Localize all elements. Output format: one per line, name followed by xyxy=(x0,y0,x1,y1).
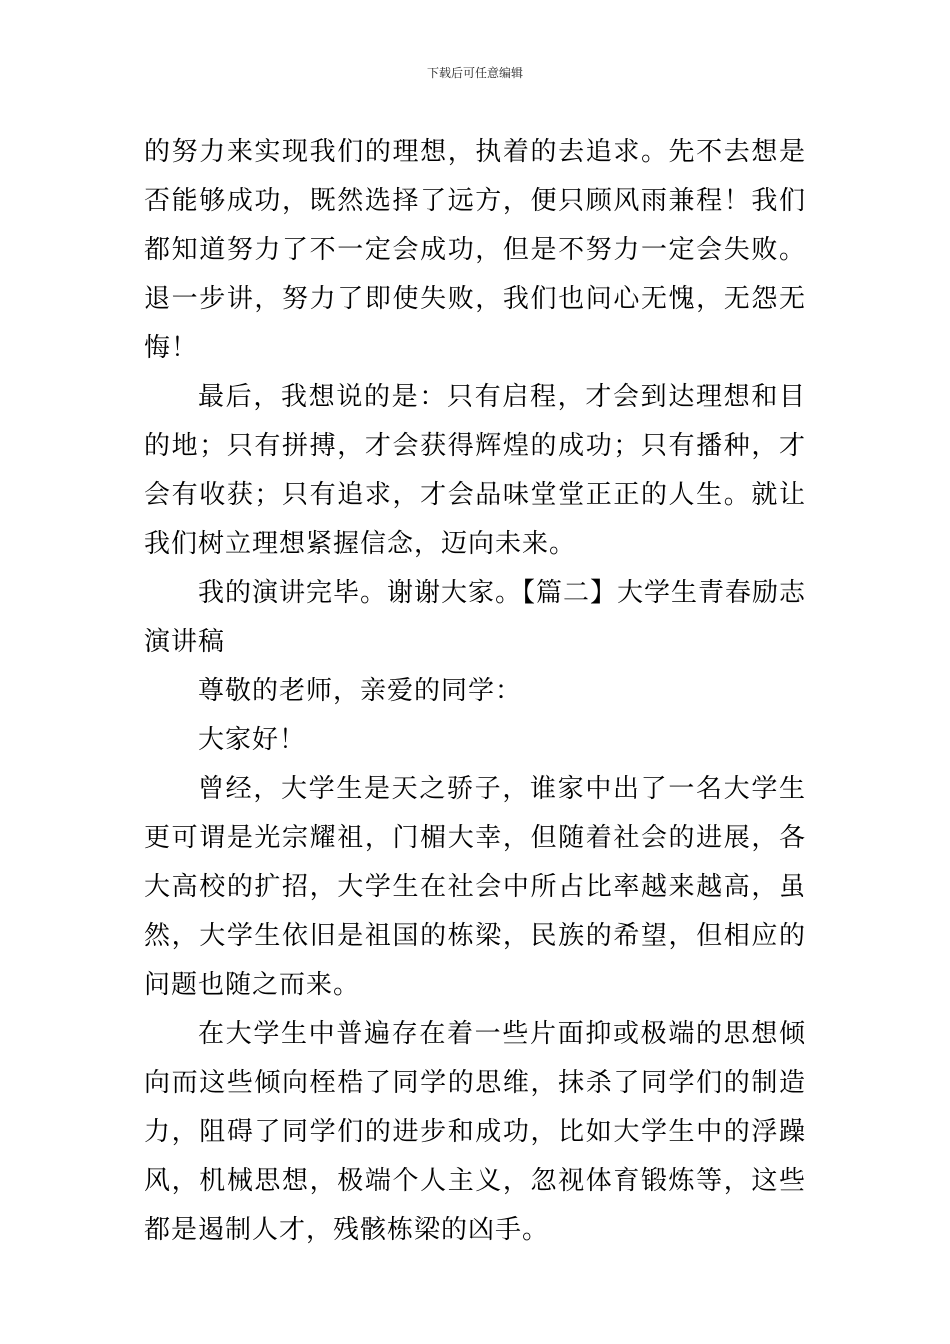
paragraph-4: 尊敬的老师，亲爱的同学： xyxy=(198,676,523,706)
paragraph-6: 曾经，大学生是天之骄子，谁家中出了一名大学生更可谓是光宗耀祖，门楣大幸，但随着社会的进展，各大高校的扩招，大学生在社会中所占比率越来越高，虽然，大学生依旧是祖国的栋梁，民族的希望，但相应的问题也随之而来。 xyxy=(144,774,806,1000)
paragraph-5: 大家好！ xyxy=(198,725,307,755)
paragraph-3: 我的演讲完毕。谢谢大家。【篇二】大学生青春励志演讲稿 xyxy=(144,578,807,657)
paragraph-1: 的努力来实现我们的理想，执着的去追求。先不去想是否能够成功，既然选择了远方，便只顾风雨兼程！我们都知道努力了不一定会成功，但是不努力一定会失败。退一步讲，努力了即使失败，我们也问心无愧，无怨无悔！ xyxy=(144,137,806,363)
page-header: 下载后可任意编辑 xyxy=(426,66,523,80)
document-body xyxy=(144,128,806,1255)
paragraph-2: 最后，我想说的是：只有启程，才会到达理想和目的地；只有拼搏，才会获得辉煌的成功；只有播种，才会有收获；只有追求，才会品味堂堂正正的人生。就让我们树立理想紧握信念，迈向未来。 xyxy=(144,382,806,559)
paragraph-7: 在大学生中普遍存在着一些片面抑或极端的思想倾向而这些倾向桎梏了同学的思维，抹杀了同学们的制造力，阻碍了同学们的进步和成功，比如大学生中的浮躁风，机械思想，极端个人主义，忽视体育锻炼等，这些都是遏制人才，残骸栋梁的凶手。 xyxy=(144,1019,806,1245)
